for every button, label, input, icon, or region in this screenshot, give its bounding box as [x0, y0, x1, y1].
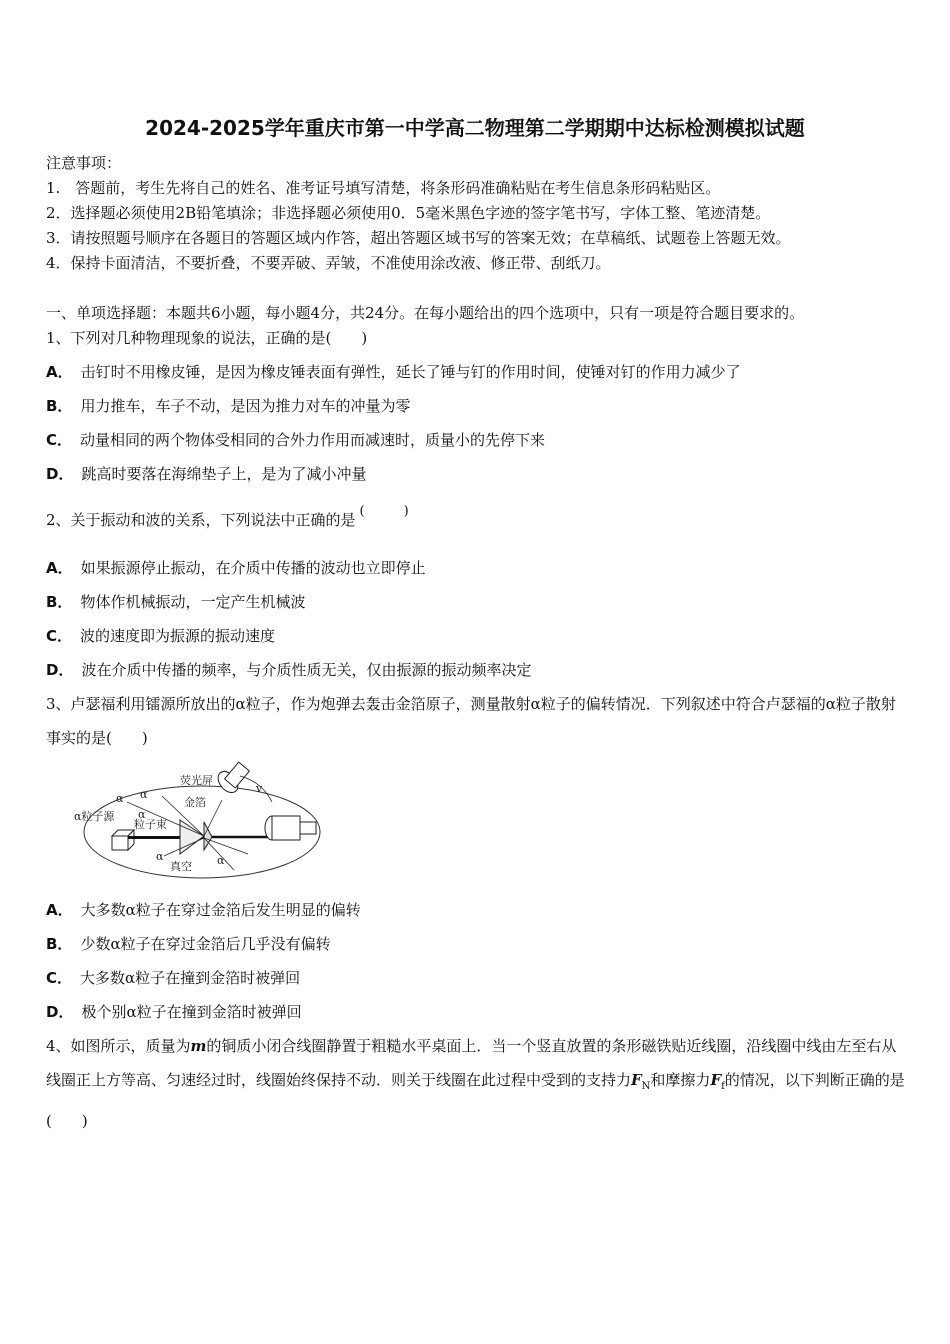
- option-letter: A．: [46, 559, 73, 577]
- option-letter: D．: [46, 1003, 74, 1021]
- friction-force-symbol: F: [710, 1071, 722, 1089]
- normal-force-subscript: N: [641, 1081, 651, 1092]
- label-vacuum: 真空: [170, 860, 192, 873]
- alpha-source-box: [112, 836, 128, 850]
- page-title: 2024-2025学年重庆市第一中学高二物理第二学期期中达标检测模拟试题: [145, 116, 805, 140]
- option-letter: C．: [46, 431, 73, 449]
- option-text: 如果振源停止振动，在介质中传播的波动也立即停止: [80, 559, 426, 577]
- option-letter: B．: [46, 397, 73, 415]
- label-alpha: α: [140, 788, 148, 801]
- question-3-option-c[interactable]: [46, 967, 300, 988]
- option-text: 少数α粒子在穿过金箔后几乎没有偏转: [80, 935, 331, 953]
- question-1-option-b[interactable]: [46, 395, 410, 416]
- stem-text: 和摩擦力: [650, 1071, 711, 1089]
- option-letter: A．: [46, 901, 73, 919]
- question-2-option-b[interactable]: [46, 591, 305, 612]
- question-2-stem: [46, 504, 409, 530]
- question-2-option-c[interactable]: [46, 625, 275, 646]
- normal-force-symbol: F: [631, 1071, 642, 1089]
- stem-text: 的情况，以下判断正确的是( ): [46, 1071, 905, 1130]
- option-letter: C．: [46, 969, 73, 987]
- question-1-option-c[interactable]: [46, 429, 545, 450]
- label-alpha: α: [116, 792, 124, 805]
- mass-symbol: m: [190, 1037, 207, 1055]
- section-heading: 一、单项选择题：本题共6小题，每小题4分，共24分。在每小题给出的四个选项中，只有一项是符合题目要求的。: [46, 304, 805, 322]
- label-source: α粒子源: [74, 810, 115, 823]
- option-text: 波在介质中传播的频率，与介质性质无关，仅由振源的振动频率决定: [81, 661, 532, 679]
- option-text: 大多数α粒子在穿过金箔后发生明显的偏转: [80, 901, 361, 919]
- question-3-stem: 3、卢瑟福利用镭源所放出的α粒子，作为炮弹去轰击金箔原子，测量散射α粒子的偏转情况．下列叙述中符合卢瑟福的α粒子散射事实的是( ): [46, 695, 896, 747]
- option-letter: C．: [46, 627, 73, 645]
- label-alpha: α: [217, 854, 225, 867]
- question-3-option-a[interactable]: [46, 899, 361, 920]
- question-4-stem: [46, 1029, 906, 1138]
- stem-text: 的铜质小闭合线圈静置于粗糙水平桌面上．当一个竖直放置的条形磁铁贴近线圈，沿线圈中线由左至右从线圈正上方等高、匀速经过时，线圈始终保持不动．则关于线圈在此过程中受到的支持力: [46, 1037, 897, 1089]
- option-text: 跳高时要落在海绵垫子上，是为了减小冲量: [81, 465, 367, 483]
- label-beam: 粒子束: [134, 818, 167, 831]
- friction-force-subscript: f: [721, 1081, 725, 1092]
- notice-heading: 注意事项：: [46, 154, 122, 172]
- option-text: 极个别α粒子在撞到金箔时被弹回: [81, 1003, 302, 1021]
- option-letter: D．: [46, 661, 74, 679]
- question-1-option-a[interactable]: [46, 361, 741, 382]
- rutherford-scattering-figure: [72, 758, 332, 886]
- question-2-option-a[interactable]: [46, 557, 426, 578]
- question-3-option-d[interactable]: [46, 1001, 302, 1022]
- option-text: 用力推车，车子不动，是因为推力对车的冲量为零: [80, 397, 411, 415]
- label-screen: 荧光屏: [180, 774, 213, 787]
- microscope-right: [265, 816, 316, 840]
- option-letter: B．: [46, 935, 73, 953]
- stem-text: 4、如图所示，质量为: [46, 1037, 191, 1055]
- option-letter: B．: [46, 593, 73, 611]
- answer-paren: ( ): [359, 504, 409, 519]
- label-foil: 金箔: [184, 796, 206, 809]
- option-text: 动量相同的两个物体受相同的合外力作用而减速时，质量小的先停下来: [80, 431, 546, 449]
- option-text: 大多数α粒子在撞到金箔时被弹回: [80, 969, 301, 987]
- option-text: 波的速度即为振源的振动速度: [80, 627, 276, 645]
- label-v: v: [256, 782, 263, 795]
- fluorescent-screen-microscope: [214, 762, 249, 796]
- notice-item: 1. 答题前，考生先将自己的姓名、准考证号填写清楚，将条形码准确粘贴在考生信息条形码粘贴区。: [46, 179, 721, 197]
- option-letter: A．: [46, 363, 73, 381]
- label-alpha: α: [138, 808, 146, 821]
- question-2-option-d[interactable]: [46, 659, 531, 680]
- question-1-option-d[interactable]: [46, 463, 366, 484]
- label-alpha: α: [156, 850, 164, 863]
- notice-item: 2．选择题必须使用2B铅笔填涂；非选择题必须使用0．5毫米黑色字迹的签字笔书写，字体工整、笔迹清楚。: [46, 204, 771, 222]
- option-text: 击钉时不用橡皮锤，是因为橡皮锤表面有弹性，延长了锤与钉的作用时间，使锤对钉的作用力减少了: [80, 363, 741, 381]
- notice-item: 3．请按照题号顺序在各题目的答题区域内作答，超出答题区域书写的答案无效；在草稿纸、试题卷上答题无效。: [46, 229, 791, 247]
- notice-item: 4．保持卡面清洁，不要折叠，不要弄破、弄皱，不准使用涂改液、修正带、刮纸刀。: [46, 254, 611, 272]
- option-letter: D．: [46, 465, 74, 483]
- question-1-stem: 1、下列对几种物理现象的说法，正确的是( ): [46, 329, 368, 347]
- stem-text: 2、关于振动和波的关系，下列说法中正确的是: [46, 511, 356, 529]
- option-text: 物体作机械振动，一定产生机械波: [80, 593, 306, 611]
- question-3-option-b[interactable]: [46, 933, 331, 954]
